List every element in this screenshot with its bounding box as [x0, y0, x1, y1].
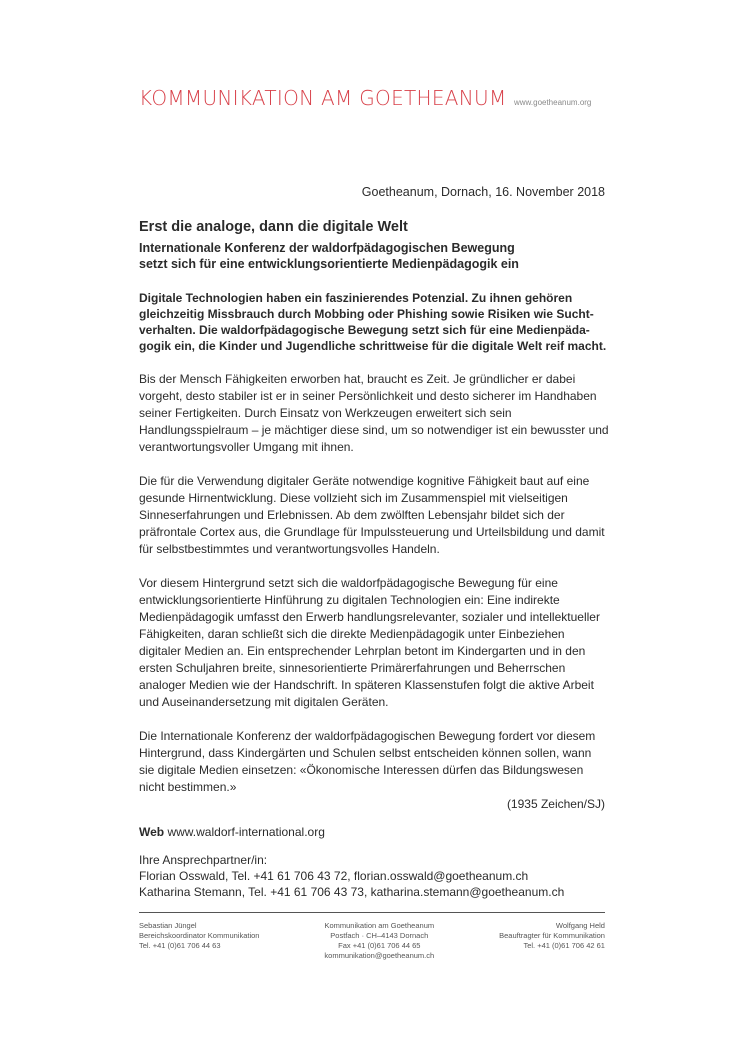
footer-line: Wolfgang Held	[555, 921, 605, 930]
subtitle-line: Internationale Konferenz der waldorfpädagogischen Bewegung	[139, 241, 515, 255]
footer-line: Kommunikation am Goetheanum	[324, 921, 435, 930]
contact-line: Katharina Stemann, Tel. +41 61 706 43 73, katharina.stemann@goetheanum.ch	[139, 885, 565, 899]
article-subtitle	[139, 240, 609, 272]
web-label: Web	[139, 825, 165, 839]
footer-line: Tel. +41 (0)61 706 44 63	[139, 941, 221, 950]
letterhead	[139, 86, 591, 110]
footer-line: Tel. +41 (0)61 706 42 61	[523, 941, 605, 950]
header-url[interactable]: www.goetheanum.org	[514, 98, 592, 107]
article-title: Erst die analoge, dann die digitale Welt	[139, 219, 408, 235]
footer-line: Beauftragter für Kommunikation	[499, 931, 605, 940]
brand-name: KOMMUNIKATION AM GOETHEANUM	[139, 86, 507, 110]
footer-right-contact	[499, 921, 605, 961]
subtitle-line: setzt sich für eine entwicklungsorientierte Medienpädagogik ein	[139, 257, 519, 271]
footer-line: Bereichskoordinator Kommunikation	[139, 931, 260, 940]
footer-line: Fax +41 (0)61 706 44 65	[338, 941, 421, 950]
web-line	[139, 824, 609, 840]
contact-line: Florian Osswald, Tel. +41 61 706 43 72, florian.osswald@goetheanum.ch	[139, 869, 529, 883]
footer-line: Sebastian Jüngel	[139, 921, 197, 930]
contact-heading: Ihre Ansprechpartner/in:	[139, 853, 268, 867]
dateline: Goetheanum, Dornach, 16. November 2018	[361, 185, 605, 199]
body-paragraph: Vor diesem Hintergrund setzt sich die waldorfpädagogische Bewegung für eine entwicklungsorientierte Hinführung zu digitalen Technologien ein: Eine indirekte Medienpädagogik umfasst den Erwerb handlungsrelevanter, sozialer und intellektueller Fähigkeiten, daran schließt sich die direkte Medienpädagogik unter Einbeziehen digitaler Medien an. Ein entsprechender Lehrplan betont im Kindergarten und in den ersten Schuljahren breite, sinnesorientierte Primärerfahrungen und Beherrschen analoger Medien wie der Handschrift. In späteren Klassenstufen folgt die aktive Arbeit und Auseinandersetzung mit digitalen Geräten.	[139, 576, 600, 709]
footer-line: Postfach · CH–4143 Dornach	[330, 931, 429, 940]
footer-left-contact	[139, 921, 259, 961]
article-body	[139, 218, 609, 900]
character-count: (1935 Zeichen/SJ)	[506, 797, 605, 811]
footer	[139, 921, 605, 961]
body-paragraph: Die Internationale Konferenz der waldorfpädagogischen Bewegung fordert vor diesem Hintergrund, dass Kindergärten und Schulen selbst entscheiden können sollen, wann sie digitale Medien einsetzen: «Ökonomische Interessen dürfen das Bildungswesen nicht bestimmen.»	[139, 729, 596, 794]
footer-email-link[interactable]: kommunikation@goetheanum.ch	[324, 951, 435, 960]
footer-center-address	[324, 921, 434, 961]
body-paragraph: Die für die Verwendung digitaler Geräte notwendige kognitive Fähigkeit baut auf eine gesunde Hirnentwicklung. Diese vollzieht sich im Zusammenspiel mit vielseitigen Sinneserfahrungen und Erlebnissen. Ab dem zwölften Lebensjahr bildet sich der präfrontale Cortex aus, die Grundlage für Impulssteuerung und Urteilsbildung und damit für selbstbestimmtes und verantwortungsvolles Handeln.	[139, 474, 605, 556]
footer-divider	[139, 912, 605, 913]
lead-paragraph: Digitale Technologien haben ein faszinierendes Potenzial. Zu ihnen gehören gleichzeitig Missbrauch durch Mobbing oder Phishing sowie Risiken wie Suchtverhalten. Die waldorfpädagogische Bewegung setzt sich für eine Medienpädagogik ein, die Kinder und Jugendliche schrittweise für die digitale Welt reif macht.	[139, 291, 607, 353]
contact-block	[139, 852, 609, 900]
web-link[interactable]: www.waldorf-international.org	[167, 825, 325, 839]
body-paragraph: Bis der Mensch Fähigkeiten erworben hat, braucht es Zeit. Je gründlicher er dabei vorgeht, desto stabiler ist er in seiner Persönlichkeit und desto sicherer im Handhaben seiner Fertigkeiten. Durch Einsatz von Werkzeugen erweitert sich sein Handlungsspielraum – je mächtiger diese sind, um so notwendiger ist ein bewusster und verantwortungsvoller Umgang mit ihnen.	[139, 372, 609, 454]
